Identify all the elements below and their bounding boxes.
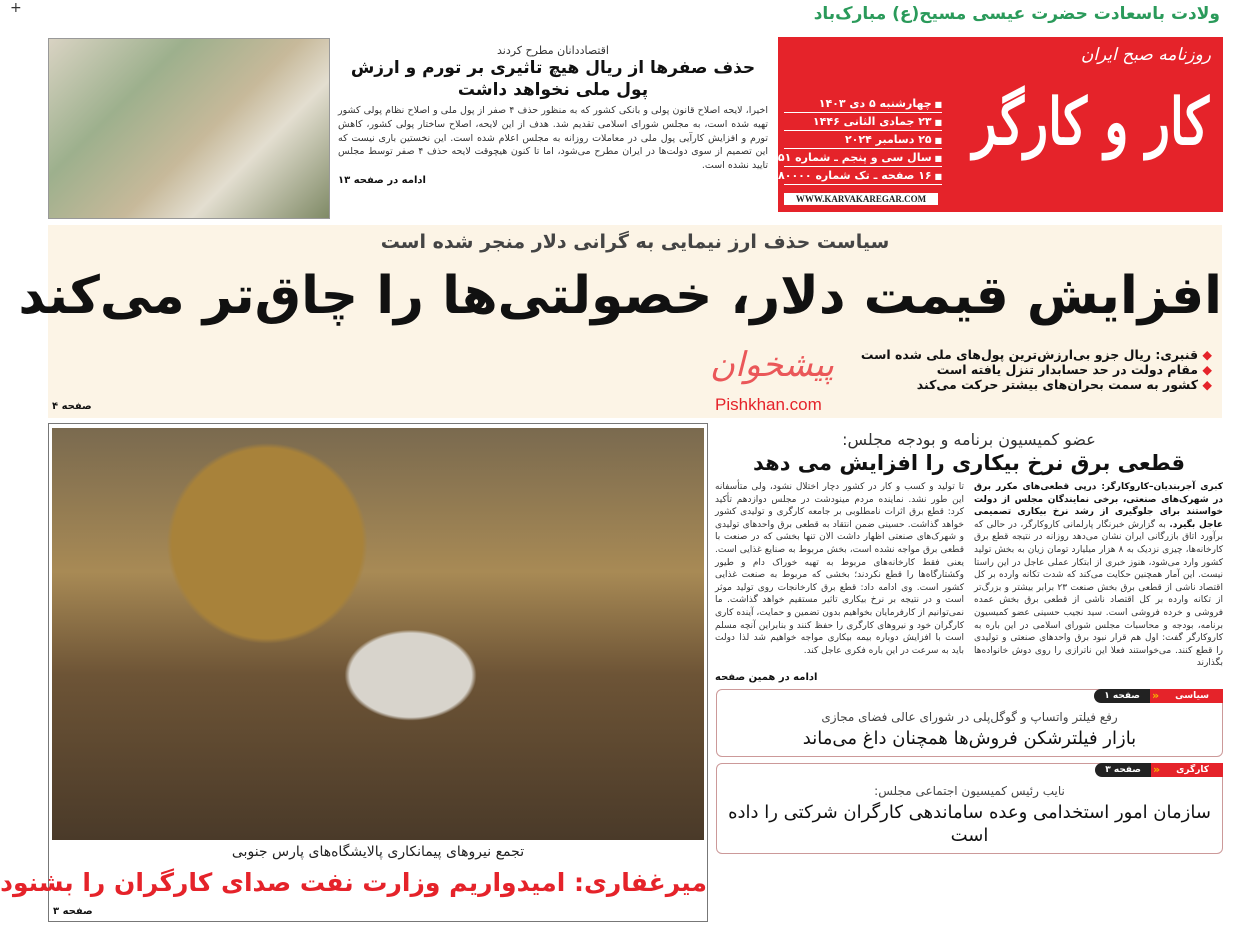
pishkhan-watermark-logo: پیشخوان: [710, 345, 834, 385]
chevron-icon: «: [1152, 688, 1160, 702]
holiday-greeting: ولادت باسعادت حضرت عیسی مسیح(ع) مبارک‌باد: [813, 4, 1220, 24]
photo-story-headline[interactable]: میرغفاری: امیدواریم وزارت نفت صدای کارگران را بشنود: [0, 868, 707, 897]
top-story-body: اخیرا، لایحه اصلاح قانون پولی و بانکی کشور که به منظور حذف ۴ صفر از پول ملی و اصلاح نظام پولی کشور تهیه شده است، به مجلس شورای اسلامی تقدیم شد. هدف از این لایحه، اصلاح ساختار پولی کشور، کاهش تورم و افزایش کارآیی پول ملی در معاملات روزانه به مجلس اعلام شده است. این نخستین باری نیست که این تصمیم از سوی دولت‌ها در ایران مطرح می‌شود، اما تا کنون هیچوقت لایحه حذف ۴ صفر توسط مجلس تایید نشده است.: [338, 105, 769, 172]
lead-bullet: ◆ مقام دولت در حد حسابدار تنزل یافته است: [861, 362, 1212, 377]
article-continued[interactable]: ادامه در همین صفحه: [715, 671, 818, 683]
issue-number: ■ سال سی و پنجم ـ شماره ۹۶۵۱: [784, 149, 942, 167]
section-tag: [1095, 763, 1223, 777]
electricity-story[interactable]: [715, 430, 1223, 683]
electricity-headline[interactable]: قطعی برق نرخ بیکاری را افزایش می دهد: [753, 451, 1185, 475]
page-ref[interactable]: صفحه ۱: [1094, 689, 1150, 703]
article-columns: [715, 481, 1223, 670]
section-tag: [1094, 689, 1223, 703]
section-label: سیاسی: [1161, 689, 1223, 703]
article-column-left: تا تولید و کسب و کار در کشور دچار اختلال نشود، ولی متأسفانه این طور نشد. نماینده مردم مینودشت در مجلس دوازدهم تأکید کرد: قطع برق اثرات نامطلوبی بر جامعه کارگری و تولیدی کشور خواهد گذاشت. حسینی ضمن انتقاد به قطعی برق واحدهای تولیدی و شهرک‌های صنعتی اظهار داشت الان تنها بخشی که در صنعت با قطعی برق مواجه نشده است، بخش مربوط به صنایع غذایی است. یعنی فقط کارخانه‌های مربوط به تهیه خوراک دام و طیور وکشتارگاه‌ها را قطع نکردند؛ بخشی که مربوط به صنعت غذایی کشور است. وی ادامه داد: قطع برق کارخانجات روی تولید موثر است و در نتیجه بر نرخ بیکاری تاثیر مستقیم خواهد گذاشت. ما نمی‌توانیم از کارفرمایان بخواهیم بدون تضمین و حمایت، آینده کاری کارگران خود و نیروهای کارگری را حفظ کنند و بنابراین آنچه مسلم است با افزایش دوباره بیمه بیکاری مواجه خواهیم شد لذا دولت باید به سرعت در این باره فکری عاجل کند.: [715, 482, 964, 656]
crop-mark: +: [10, 0, 22, 16]
refinery-worker-photo: [52, 428, 704, 840]
website-link[interactable]: WWW.KARVAKAREGAR.COM: [784, 193, 938, 205]
teaser-box-politics[interactable]: [716, 689, 1223, 758]
issue-date-gregorian: ■ ۲۵ دسامبر ۲۰۲۴: [784, 131, 942, 149]
masthead: [750, 37, 1223, 212]
lead-bullets: [861, 347, 1212, 392]
teaser-headline[interactable]: بازار فیلترشکن فروش‌ها همچنان داغ می‌ماند: [802, 727, 1137, 749]
page-ref[interactable]: صفحه ۳: [1095, 763, 1151, 777]
photo-story-page-ref[interactable]: صفحه ۳: [53, 906, 93, 917]
article-column-right: [974, 481, 1223, 670]
lead-page-ref[interactable]: صفحه ۴: [52, 401, 92, 412]
right-column: [715, 430, 1223, 854]
issue-price: ■ ۱۶ صفحه ـ تک شماره ۸۰۰۰۰ ریال: [784, 167, 942, 185]
teaser-kicker: رفع فیلتر واتساپ و گوگل‌پلی در شورای عالی فضای مجازی: [821, 709, 1118, 724]
teaser-box-labor[interactable]: [716, 763, 1223, 854]
lead-story[interactable]: [18, 225, 1222, 418]
banknotes-photo: [48, 38, 330, 219]
top-story-headline[interactable]: حذف صفرها از ریال هیچ تاثیری بر تورم و ارزش پول ملی نخواهد داشت: [350, 58, 756, 101]
teaser-kicker: نایب رئیس کمیسیون اجتماعی مجلس:: [874, 784, 1065, 799]
top-story-kicker: اقتصاددانان مطرح کردند: [497, 44, 609, 57]
lead-bullet: ◆ قنبری: ریال جزو بی‌ارزش‌ترین پول‌های ملی شده است: [861, 347, 1212, 362]
issue-date-persian: ■ چهارشنبه ۵ دی ۱۴۰۳: [784, 95, 942, 113]
section-label: کارگری: [1162, 763, 1223, 777]
lead-headline[interactable]: افزایش قیمت دلار، خصولتی‌ها را چاق‌تر می‌کند: [18, 266, 1222, 326]
lead-kicker: سیاست حذف ارز نیمایی به گرانی دلار منجر شده است: [380, 231, 890, 253]
chevron-icon: «: [1153, 763, 1161, 777]
lead-bullet: ◆ کشور به سمت بحران‌های بیشتر حرکت می‌کند: [861, 377, 1212, 392]
masthead-slogan: روزنامه صبح ایران: [1080, 45, 1211, 65]
photo-caption: تجمع نیروهای پیمانکاری پالایشگاه‌های پارس جنوبی: [231, 844, 525, 860]
issue-date-hijri: ■ ۲۳ جمادی الثانی ۱۴۴۶: [784, 113, 942, 131]
top-story[interactable]: [338, 44, 768, 186]
photo-story[interactable]: [0, 423, 708, 922]
electricity-kicker: عضو کمیسیون برنامه و بودجه مجلس:: [842, 430, 1096, 449]
top-story-continued[interactable]: ادامه در صفحه ۱۳: [338, 175, 426, 187]
issue-info: [750, 95, 942, 185]
article-text: به گزارش خبرنگار پارلمانی کاروکارگر، در حالی که برآورد اتاق بازرگانی ایران نشان می‌دهد روزانه در نتیجه قطع برق کارخانه‌ها، چیزی نزدیک به ۸ هزار میلیارد تومان زیان به بخش تولید کشور وارد می‌شود، هنوز خبری از ابتکار عملی عاجل در این راستا نیست. این آمار همچنین حکایت می‌کند که شدت تکانه وارده بر کل اقتصاد ناشی از قطعی برق بخش صنعت ۲۳ برابر بیشتر و بزرگ‌تر از تکانه وارده بر کل اقتصاد ناشی از قطعی برق بخش عمده فروشی و خرده فروشی است. سید نجیب حسینی عضو کمیسیون برنامه، بودجه و محاسبات مجلس شورای اسلامی در این باره به کاروکارگر گفت: اول هم قرار نبود برق واحدهای صنعتی و تولیدی را قطع کنند. می‌خواستند فعلا این ناترازی را روی دوش خانواده‌ها بگذارند: [974, 519, 1223, 669]
article-lead: کبری آجربندیان–کاروکارگر: درپی قطعی‌های مکرر برق در شهرک‌های صنعتی، برخی نمایندگان مجلس از دولت خواستند برای جلوگیری از رشد نرخ بیکاری تصمیمی عاجل بگیرد.: [974, 482, 1223, 530]
newspaper-logo: کار و کارگر: [972, 85, 1209, 160]
teaser-headline[interactable]: سازمان امور استخدامی وعده ساماندهی کارگران شرکتی را داده است: [728, 802, 1211, 846]
pishkhan-watermark-url: Pishkhan.com: [715, 395, 822, 414]
